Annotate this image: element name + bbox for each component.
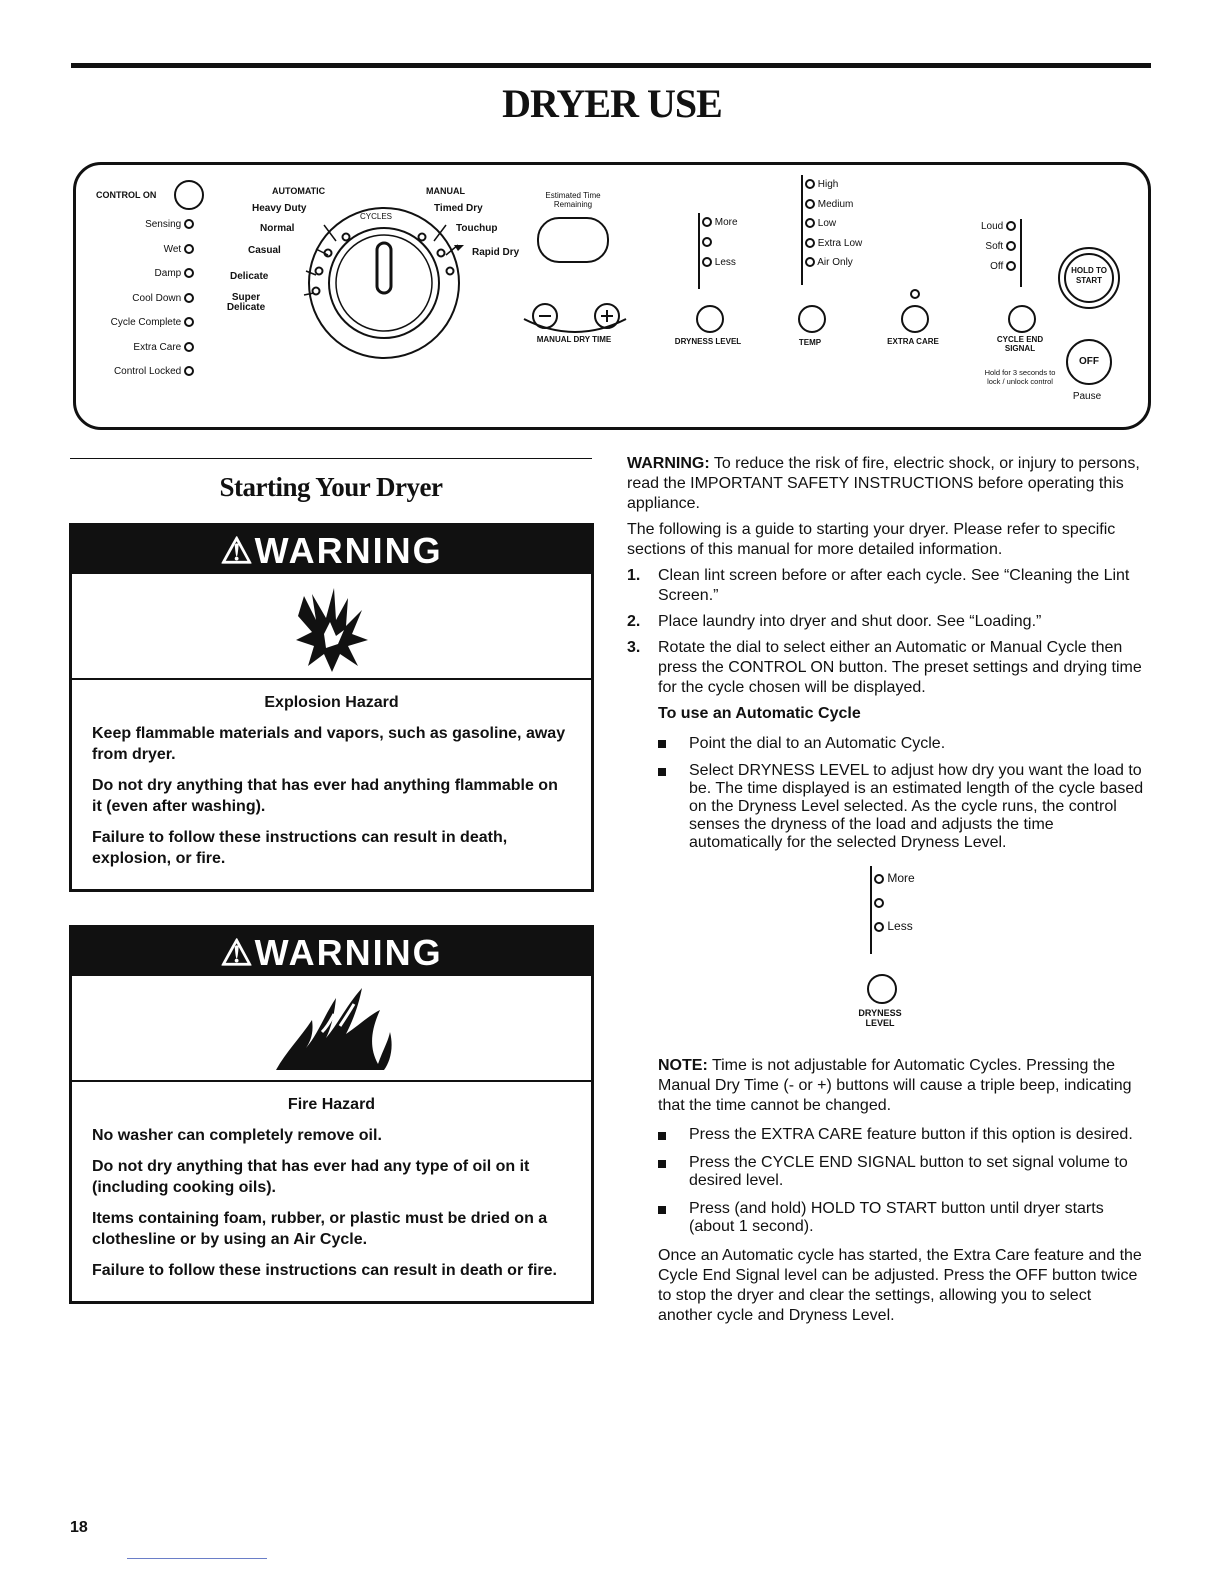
top-rule <box>71 63 1151 68</box>
bullet-item: Press the EXTRA CARE feature button if this option is desired. <box>627 1126 1147 1144</box>
signal-level-loud: Loud <box>956 221 1016 233</box>
cycle-end-signal-button[interactable] <box>1008 305 1036 333</box>
extra-care-button[interactable] <box>901 305 929 333</box>
cycle-touchup[interactable]: Touchup <box>456 223 498 234</box>
signal-level-soft: Soft <box>956 241 1016 253</box>
signal-bracket <box>1016 219 1022 287</box>
step-item: 1. Clean lint screen before or after each cycle. See “Cleaning the Lint Screen.” <box>627 567 1130 604</box>
warning-paragraph: WARNING: To reduce the risk of fire, electric shock, or injury to persons, read the IMPORTANT SAFETY INSTRUCTIONS before operating this appliance. <box>627 455 1140 512</box>
figure-level-mid <box>874 896 884 908</box>
warning-line: Failure to follow these instructions can result in death, explosion, or fire. <box>92 829 508 867</box>
control-panel-diagram <box>73 162 1151 430</box>
bullet-item: Press the CYCLE END SIGNAL button to set signal volume to desired level. <box>627 1154 1147 1190</box>
status-led-item: Wet <box>86 244 194 269</box>
cycle-delicate[interactable]: Delicate <box>230 271 269 282</box>
section-rule <box>70 458 592 459</box>
hold-to-start-label: HOLD TO START <box>1071 266 1107 285</box>
temp-level-item: Extra Low <box>805 238 862 258</box>
signal-level-off: Off <box>956 261 1016 273</box>
fire-hazard-title: Fire Hazard <box>287 1096 376 1113</box>
temp-level-item: High <box>805 179 862 199</box>
status-led-item: Cool Down <box>86 293 194 318</box>
temp-button[interactable] <box>798 305 826 333</box>
explosion-hazard-title: Explosion Hazard <box>264 694 399 711</box>
warning-header: ⚠WARNING <box>72 928 591 974</box>
page-number: 18 <box>70 1519 88 1536</box>
dryness-level-figure <box>627 860 1147 1056</box>
automatic-label: AUTOMATIC <box>272 186 326 196</box>
closing-paragraph: Once an Automatic cycle has started, the Extra Care feature and the Cycle End Signal level can be adjusted. Press the OFF button twice to stop the dryer and clear the settings, allowing you to select another cycle and Dryness Level. <box>658 1247 1142 1324</box>
auto-cycle-heading: To use an Automatic Cycle <box>658 705 861 722</box>
temp-level-item: Low <box>805 218 862 238</box>
manual-dry-time-label: MANUAL DRY TIME <box>536 335 612 344</box>
status-led-item: Cycle Complete <box>86 317 194 342</box>
explosion-hazard-icon <box>72 572 591 680</box>
cycle-super-delicate[interactable]: Super Delicate <box>226 292 266 313</box>
dryness-level-mid <box>702 237 712 249</box>
cycle-heavy-duty[interactable]: Heavy Duty <box>252 203 307 214</box>
temp-level-item: Air Only <box>805 257 862 277</box>
status-led-item: Control Locked <box>86 366 194 391</box>
explosion-warning-box <box>69 523 594 892</box>
bullet-item: Select DRYNESS LEVEL to adjust how dry you want the load to be. The time displayed is an estimated length of the cycle based on the Dryness Level selected. As the cycle runs, the control senses the dryness of the load and adjusts the time automatically for the selected Dryness Level. <box>627 762 1147 852</box>
warning-line: Do not dry anything that has ever had any type of oil on it (including cooking oils). <box>92 1158 530 1196</box>
cycle-casual[interactable]: Casual <box>248 245 281 256</box>
fire-hazard-icon <box>72 974 591 1082</box>
control-on-button[interactable] <box>174 180 204 210</box>
bullet-item: Point the dial to an Automatic Cycle. <box>627 734 1147 754</box>
status-led-item: Extra Care <box>86 342 194 367</box>
cycle-end-note: Hold for 3 seconds to lock / unlock control <box>984 368 1056 386</box>
bullet-item: Press (and hold) HOLD TO START button until dryer starts (about 1 second). <box>627 1200 1147 1236</box>
manual-label: MANUAL <box>426 186 465 196</box>
off-button[interactable] <box>1066 339 1112 385</box>
status-led-item: Damp <box>86 268 194 293</box>
dryness-level-less: Less <box>702 257 736 269</box>
figure-dryness-label: DRYNESS LEVEL <box>858 1008 902 1028</box>
temp-label: TEMP <box>798 338 822 347</box>
time-display <box>537 217 609 263</box>
step-item: 3. Rotate the dial to select either an Automatic or Manual Cycle then press the CONTROL ON button. The preset settings and drying time for the cycle chosen will be displayed. <box>627 639 1142 696</box>
step-item: 2. Place laundry into dryer and shut door. See “Loading.” <box>627 613 1042 630</box>
footer-link-line <box>127 1558 267 1559</box>
cycle-timed-dry[interactable]: Timed Dry <box>434 203 483 214</box>
control-on-label: CONTROL ON <box>96 190 157 200</box>
warning-line: Failure to follow these instructions can result in death or fire. <box>92 1262 557 1279</box>
figure-level-more: More <box>874 872 915 884</box>
warning-line: Items containing foam, rubber, or plastic must be dried on a clothesline or by using an Air Cycle. <box>92 1210 548 1248</box>
page-title: DRYER USE <box>502 81 722 126</box>
cycle-normal[interactable]: Normal <box>260 223 295 234</box>
cycles-label: CYCLES <box>360 212 393 221</box>
temp-level-list <box>805 179 862 277</box>
dryness-level-more: More <box>702 217 738 229</box>
off-label: OFF <box>1079 356 1099 367</box>
warning-triangle-icon: ⚠ <box>220 530 255 571</box>
temp-level-item: Medium <box>805 199 862 219</box>
warning-line: Do not dry anything that has ever had anything flammable on it (even after washing). <box>92 777 558 815</box>
note-paragraph: NOTE: Time is not adjustable for Automatic Cycles. Pressing the Manual Dry Time (- or +) buttons will cause a triple beep, indicating that the time cannot be changed. <box>658 1057 1132 1114</box>
section-title: Starting Your Dryer <box>219 472 443 502</box>
cycle-end-signal-label: CYCLE END SIGNAL <box>996 335 1044 353</box>
figure-level-less: Less <box>874 920 913 932</box>
dryness-level-button[interactable] <box>696 305 724 333</box>
status-led-list <box>86 219 194 391</box>
intro-paragraph: The following is a guide to starting your dryer. Please refer to specific sections of this manual for more detailed information. <box>627 521 1116 558</box>
estimated-time-label: Estimated Time Remaining <box>545 191 601 209</box>
cycle-rapid-dry[interactable]: Rapid Dry <box>472 247 520 258</box>
fire-warning-box <box>69 925 594 1304</box>
warning-triangle-icon: ⚠ <box>220 932 255 973</box>
extra-care-led <box>910 285 920 303</box>
instructions-column <box>627 454 1147 1332</box>
status-led-item: Sensing <box>86 219 194 244</box>
pause-label: Pause <box>1072 391 1102 402</box>
warning-header: ⚠WARNING <box>72 526 591 572</box>
hold-to-start-button[interactable] <box>1058 247 1120 309</box>
dryness-level-label: DRYNESS LEVEL <box>674 337 742 346</box>
figure-dryness-button <box>867 974 897 1004</box>
extra-care-label: EXTRA CARE <box>887 337 939 346</box>
warning-line: Keep flammable materials and vapors, such as gasoline, away from dryer. <box>92 725 566 763</box>
warning-line: No washer can completely remove oil. <box>92 1127 382 1144</box>
